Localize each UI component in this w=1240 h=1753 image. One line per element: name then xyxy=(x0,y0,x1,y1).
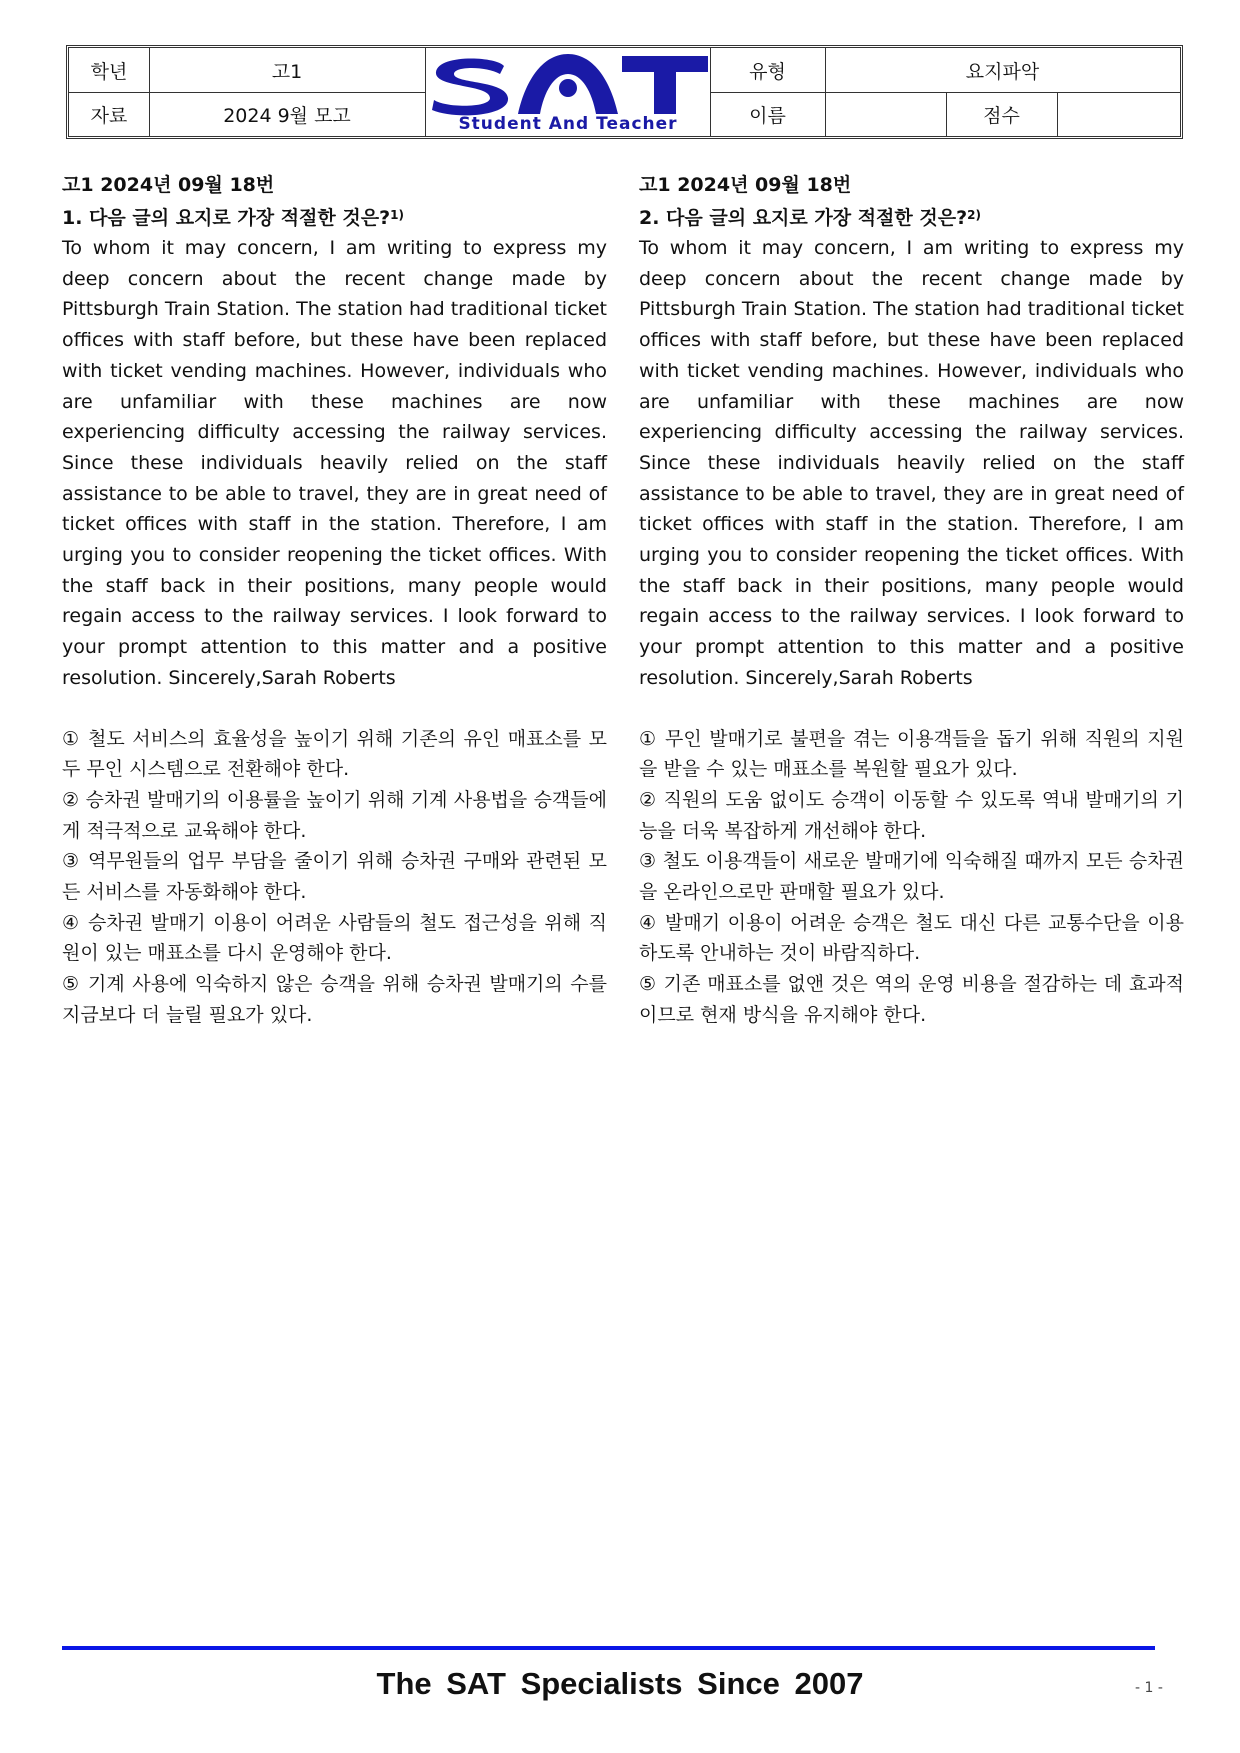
answer-option-2[interactable]: ② 직원의 도움 없이도 승객이 이동할 수 있도록 역내 발매기의 기능을 더욱 복잡하게 개선해야 한다. xyxy=(639,788,1184,842)
answer-option-4[interactable]: ④ 승차권 발매기 이용이 어려운 사람들의 철도 접근성을 위해 직원이 있는 매표소를 다시 운영해야 한다. xyxy=(62,911,607,965)
footer-rule xyxy=(62,1646,1155,1650)
question-title-text: 1. 다음 글의 요지로 가장 적절한 것은? xyxy=(62,207,391,229)
question-source: 고1 2024년 09월 18번 xyxy=(639,174,852,196)
answer-option-3[interactable]: ③ 역무원들의 업무 부담을 줄이기 위해 승차권 구매와 관련된 모든 서비스를 자동화해야 한다. xyxy=(62,850,607,904)
logo-subtitle: Student And Teacher xyxy=(458,114,678,134)
score-field[interactable] xyxy=(1057,92,1180,136)
answer-option-3[interactable]: ③ 철도 이용객들이 새로운 발매기에 익숙해질 때까지 모든 승차권을 온라인으로만 판매할 필요가 있다. xyxy=(639,850,1184,904)
footnote-marker: 1) xyxy=(390,208,404,222)
grade-label: 학년 xyxy=(90,60,128,83)
answer-options xyxy=(639,724,1184,1031)
answer-options xyxy=(62,724,607,1031)
answer-option-1[interactable]: ① 무인 발매기로 불편을 겪는 이용객들을 돕기 위해 직원의 지원을 받을 수 있는 매표소를 복원할 필요가 있다. xyxy=(639,727,1184,781)
passage-text: To whom it may concern, I am writing to express my deep concern about the recent change made by Pittsburgh Train Station. The station had traditional ticket offices with staff before, but these have been replaced with ticket vending machines. However, individuals who are unfamiliar with these machines are now experiencing difficulty accessing the railway services. Since these individuals heavily relied on the staff assistance to be able to travel, they are in great need of ticket offices with staff in the station. Therefore, I am urging you to consider reopening the ticket offices. With the staff back in their positions, many people would regain access to the railway services. I look forward to your prompt attention to this matter and a positive resolution. Sincerely,Sarah Roberts xyxy=(62,237,607,689)
question-1 xyxy=(62,170,607,1031)
question-source: 고1 2024년 09월 18번 xyxy=(62,174,275,196)
question-title-text: 2. 다음 글의 요지로 가장 적절한 것은? xyxy=(639,207,968,229)
answer-option-5[interactable]: ⑤ 기존 매표소를 없앤 것은 역의 운영 비용을 절감하는 데 효과적이므로 현재 방식을 유지해야 한다. xyxy=(639,973,1184,1026)
answer-option-2[interactable]: ② 승차권 발매기의 이용률을 높이기 위해 기계 사용법을 승객들에게 적극적으로 교육해야 한다. xyxy=(62,788,607,842)
answer-option-1[interactable]: ① 철도 서비스의 효율성을 높이기 위해 기존의 유인 매표소를 모두 무인 시스템으로 전환해야 한다. xyxy=(62,727,607,781)
answer-option-4[interactable]: ④ 발매기 이용이 어려운 승객은 철도 대신 다른 교통수단을 이용하도록 안내하는 것이 바람직하다. xyxy=(639,911,1184,965)
question-title xyxy=(62,200,607,233)
name-label: 이름 xyxy=(749,104,786,127)
grade-value: 고1 xyxy=(271,60,303,83)
page-number: - 1 - xyxy=(1135,1680,1163,1696)
name-field[interactable] xyxy=(825,92,946,136)
sat-logo xyxy=(426,48,710,136)
footnote-marker: 2) xyxy=(967,208,981,222)
question-2 xyxy=(639,170,1184,1031)
sat-logo-graphic xyxy=(426,48,710,118)
type-label: 유형 xyxy=(749,60,786,83)
source-label: 자료 xyxy=(90,104,128,127)
answer-option-5[interactable]: ⑤ 기계 사용에 익숙하지 않은 승객을 위해 승차권 발매기의 수를 지금보다 더 늘릴 필요가 있다. xyxy=(62,973,607,1026)
source-value: 2024 9월 모고 xyxy=(223,104,351,127)
header-table xyxy=(66,45,1183,139)
passage-text: To whom it may concern, I am writing to express my deep concern about the recent change made by Pittsburgh Train Station. The station had traditional ticket offices with staff before, but these have been replaced with ticket vending machines. However, individuals who are unfamiliar with these machines are now experiencing difficulty accessing the railway services. Since these individuals heavily relied on the staff assistance to be able to travel, they are in great need of ticket offices with staff in the station. Therefore, I am urging you to consider reopening the ticket offices. With the staff back in their positions, many people would regain access to the railway services. I look forward to your prompt attention to this matter and a positive resolution. Sincerely,Sarah Roberts xyxy=(639,237,1184,689)
score-label: 점수 xyxy=(983,104,1020,127)
type-value: 요지파악 xyxy=(965,60,1040,83)
footer-title: The SAT Specialists Since 2007 xyxy=(376,1666,864,1701)
question-title xyxy=(639,200,1184,233)
